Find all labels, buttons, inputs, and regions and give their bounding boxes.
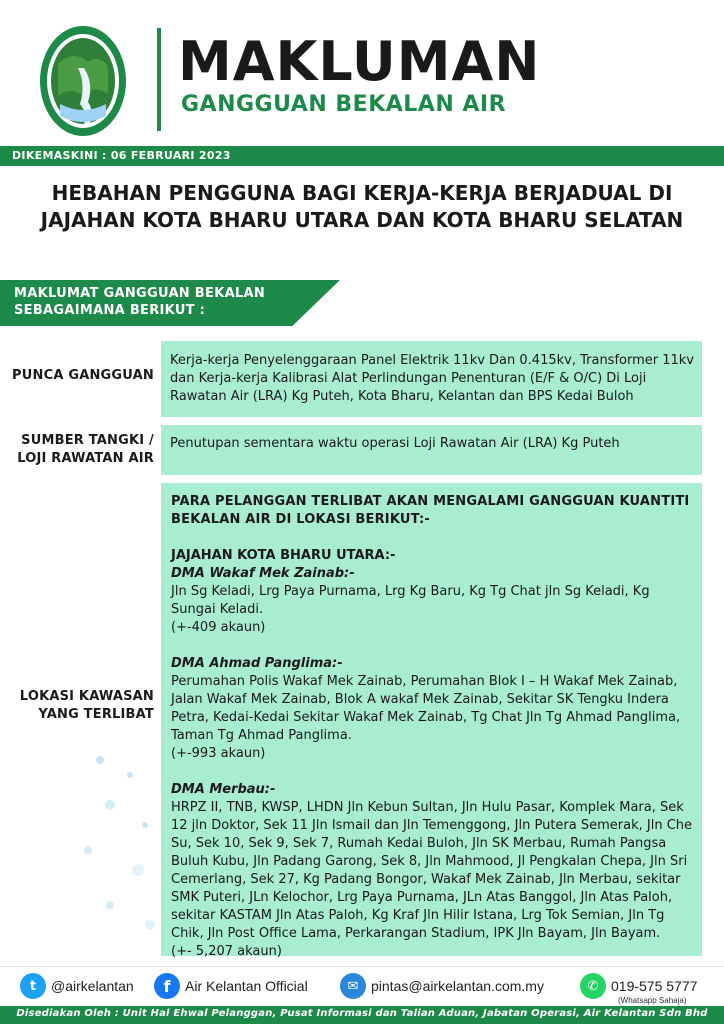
page-title: MAKLUMAN xyxy=(178,30,541,93)
dma-locations: Jln Sg Keladi, Lrg Paya Purnama, Lrg Kg Baru, Kg Tg Chat jln Sg Keladi, Kg Sungai Keladi. xyxy=(171,584,650,617)
facebook-page: Air Kelantan Official xyxy=(185,978,308,994)
twitter-contact[interactable] xyxy=(20,973,134,999)
dma-account-count: (+- 5,207 akaun) xyxy=(171,944,282,959)
whatsapp-icon: ✆ xyxy=(580,973,606,999)
email-address: pintas@airkelantan.com.my xyxy=(371,978,544,994)
lokasi-panel xyxy=(161,483,702,959)
sumber-label-line2: LOJI RAWATAN AIR xyxy=(17,451,154,466)
page-header xyxy=(0,0,724,146)
lokasi-label-line2: YANG TERLIBAT xyxy=(38,707,154,722)
dma-locations: HRPZ II, TNB, KWSP, LHDN Jln Kebun Sultan, Jln Hulu Pasar, Komplek Mara, Sek 12 jln Doktor, Sek 11 Jln Ismail dan Jln Temenggong, Jln Putera Semerak, Jln Che Su, Sek 10, Sek 9, Sek 7, Rumah Kedai Buloh, Jln SK Merbau, Rumah Pangsa Buluh Kubu, Jln Padang Garong, Sek 8, Jln Mahmood, Jl Pengkalan Chepa, Jln Sri Cemerlang, Sek 27, Kg Padang Bongor, Wakaf Mek Zainab, Jln Merbau, sekitar SMK Puteri, JLn Kelochor, Lrg Paya Purnama, JLn Atas Banggol, Jln Atas Paloh, sekitar KASTAM Jln Atas Paloh, Kg Kraf Jln Hilir Istana, Lrg Tok Semian, Jln Tg Chik, Jln Post Office Lama, Perkarangan Stadium, IPK Jln Bayam, Jln Bayam. xyxy=(171,800,693,941)
lokasi-label-line1: LOKASI KAWASAN xyxy=(19,689,154,704)
dma-account-count: (+-993 akaun) xyxy=(171,746,266,761)
dma-account-count: (+-409 akaun) xyxy=(171,620,266,635)
section-tab-label: MAKLUMAT GANGGUAN BEKALAN SEBAGAIMANA BERIKUT : xyxy=(14,286,266,318)
updated-date: DIKEMASKINI : 06 FEBRUARI 2023 xyxy=(12,149,231,162)
header-divider xyxy=(157,28,161,131)
dma-name: DMA Ahmad Panglima:- xyxy=(171,656,343,671)
facebook-icon: f xyxy=(154,973,180,999)
sumber-text: Penutupan sementara waktu operasi Loji Rawatan Air (LRA) Kg Puteh xyxy=(170,436,620,451)
dma-name: DMA Wakaf Mek Zainab:- xyxy=(171,566,355,581)
page-subtitle: GANGGUAN BEKALAN AIR xyxy=(181,92,507,117)
facebook-contact[interactable] xyxy=(154,973,308,999)
lokasi-lead: PARA PELANGGAN TERLIBAT AKAN MENGALAMI GANGGUAN KUANTITI BEKALAN AIR DI LOKASI BERIKUT:- xyxy=(171,494,690,527)
headline: HEBAHAN PENGGUNA BAGI KERJA-KERJA BERJADUAL DI JAJAHAN KOTA BHARU UTARA DAN KOTA BHARU SELATAN xyxy=(40,181,684,232)
dma-name: DMA Merbau:- xyxy=(171,782,276,797)
punca-label: PUNCA GANGGUAN xyxy=(12,368,154,383)
air-kelantan-logo xyxy=(38,24,128,138)
sumber-label-line1: SUMBER TANGKI / xyxy=(21,433,154,448)
prepared-by: Disediakan Oleh : Unit Hal Ehwal Pelanggan, Pusat Informasi dan Talian Aduan, Jabatan Operasi, Air Kelantan Sdn Bhd xyxy=(16,1008,708,1019)
dma-locations: Perumahan Polis Wakaf Mek Zainab, Perumahan Blok I – H Wakaf Mek Zainab, Jalan Wakaf Mek Zainab, Blok A wakaf Mek Zainab, Sekitar SK Tengku Indera Petra, Kedai-Kedai Sekitar Wakaf Mek Zainab, Tg Chat Jln Tg Ahmad Panglima, Taman Tg Ahmad Panglima. xyxy=(171,674,681,743)
phone-number: 019-575 5777 xyxy=(611,978,698,994)
sumber-panel xyxy=(161,425,702,475)
email-icon: ✉ xyxy=(340,973,366,999)
punca-text: Kerja-kerja Penyelenggaraan Panel Elektrik 11kv Dan 0.415kv, Transformer 11kv dan Kerja-kerja Kalibrasi Alat Perlindungan Penenturan (E/F & O/C) Di Loji Rawatan Air (LRA) Kg Puteh, Kota Bharu, Kelantan dan BPS Kedai Buloh xyxy=(170,353,694,404)
twitter-icon: t xyxy=(20,973,46,999)
area-heading: JAJAHAN KOTA BHARU UTARA:- xyxy=(171,548,396,563)
twitter-handle: @airkelantan xyxy=(51,978,134,994)
punca-panel xyxy=(161,341,702,417)
email-contact[interactable] xyxy=(340,973,544,999)
phone-note: (Whatsapp Sahaja) xyxy=(618,996,687,1005)
